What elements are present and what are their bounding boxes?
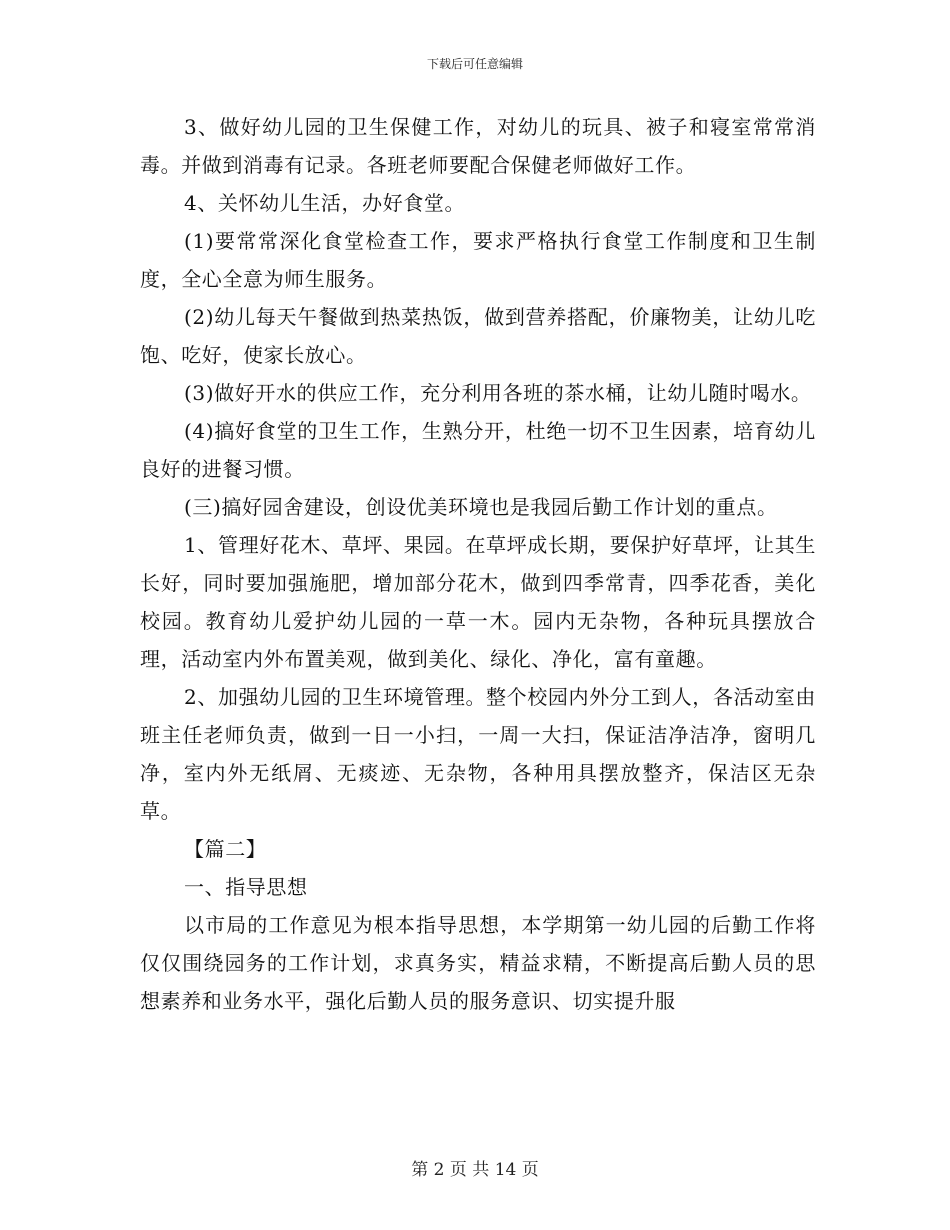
- page-header: 下载后可任意编辑: [426, 57, 523, 71]
- page-footer: [0, 1155, 950, 1180]
- paragraph: 4、关怀幼儿生活，办好食堂。: [184, 191, 466, 215]
- paragraph: (2)幼儿每天午餐做到热菜热饭，做到营养搭配，价廉物美，让幼儿吃饱、吃好，使家长放心。: [140, 305, 816, 367]
- document-body: [140, 108, 816, 1020]
- paragraph: (3)做好开水的供应工作，充分利用各班的茶水桶，让幼儿随时喝水。: [184, 381, 812, 405]
- page-number-text: 第 2 页 共 14 页: [411, 1160, 539, 1180]
- paragraph: (三)搞好园舍建设，创设优美环境也是我园后勤工作计划的重点。: [184, 495, 778, 519]
- paragraph: 1、管理好花木、草坪、果园。在草坪成长期，要保护好草坪，让其生长好，同时要加强施肥，增加部分花木，做到四季常青，四季花香，美化校园。教育幼儿爱护幼儿园的一草一木。园内无杂物，各种玩具摆放合理，活动室内外布置美观，做到美化、绿化、净化，富有童趣。: [140, 533, 816, 671]
- section-heading: 【篇二】: [184, 837, 267, 861]
- paragraph: (4)搞好食堂的卫生工作，生熟分开，杜绝一切不卫生因素，培育幼儿良好的进餐习惯。: [140, 419, 816, 481]
- paragraph: 2、加强幼儿园的卫生环境管理。整个校园内外分工到人，各活动室由班主任老师负责，做到一日一小扫，一周一大扫，保证洁净洁净，窗明几净，室内外无纸屑、无痰迹、无杂物，各种用具摆放整齐，保洁区无杂草。: [140, 685, 816, 823]
- section-heading: 一、指导思想: [184, 875, 308, 899]
- paragraph: (1)要常常深化食堂检查工作，要求严格执行食堂工作制度和卫生制度，全心全意为师生服务。: [140, 229, 816, 291]
- paragraph: 以市局的工作意见为根本指导思想，本学期第一幼儿园的后勤工作将仅仅围绕园务的工作计划，求真务实，精益求精，不断提高后勤人员的思想素养和业务水平，强化后勤人员的服务意识、切实提升服: [140, 913, 816, 1013]
- paragraph: 3、做好幼儿园的卫生保健工作，对幼儿的玩具、被子和寝室常常消毒。并做到消毒有记录。各班老师要配合保健老师做好工作。: [140, 115, 816, 177]
